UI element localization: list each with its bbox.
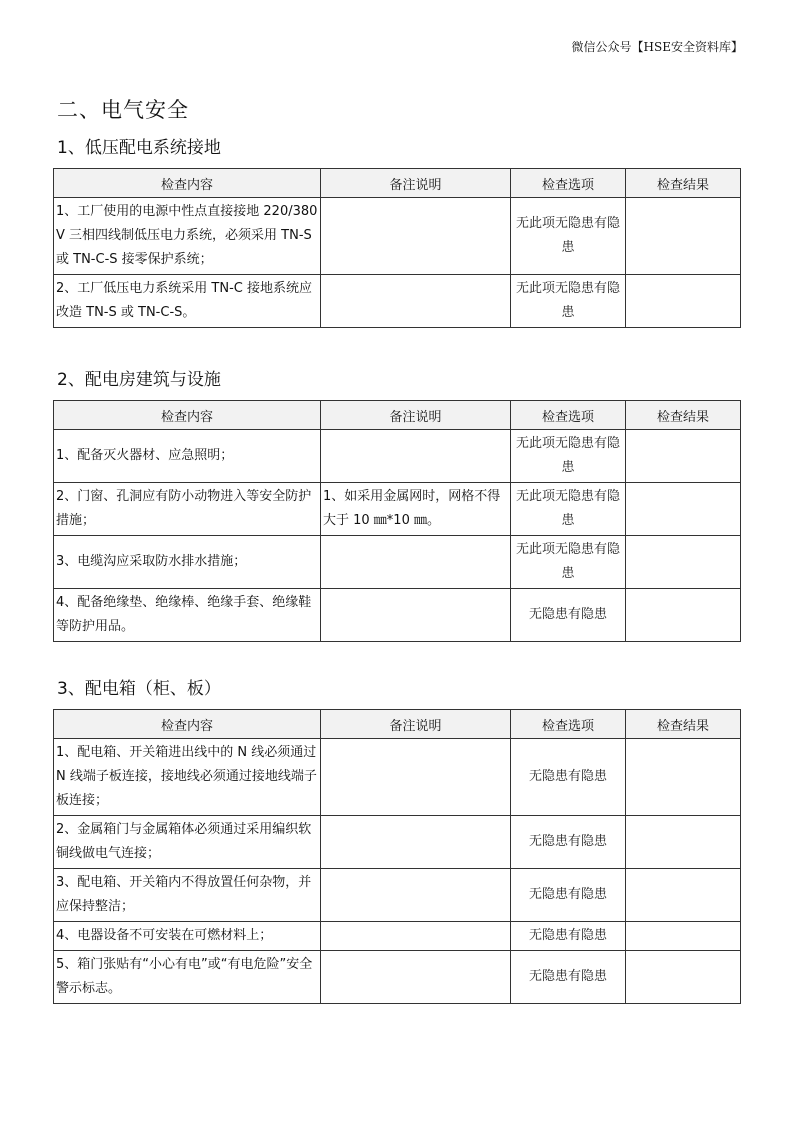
table-row [54,869,741,922]
table-row [54,951,741,1004]
cell-content: 4、电器设备不可安装在可燃材料上； [54,922,321,951]
table-row [54,922,741,951]
cell-option[interactable]: 无隐患有隐患 [511,816,626,869]
cell-content: 4、配备绝缘垫、绝缘棒、绝缘手套、绝缘鞋等防护用品。 [54,589,321,642]
cell-content: 2、门窗、孔洞应有防小动物进入等安全防护措施； [54,483,321,536]
col-header-result: 检查结果 [626,401,741,430]
section-title: 3、配电箱（柜、板） [57,679,221,699]
cell-option[interactable]: 无隐患有隐患 [511,922,626,951]
cell-remark [321,275,511,328]
col-header-remark: 备注说明 [321,710,511,739]
col-header-option: 检查选项 [511,169,626,198]
table-row [54,198,741,275]
cell-content: 2、工厂低压电力系统采用 TN-C 接地系统应改造 TN-S 或 TN-C-S。 [54,275,321,328]
cell-remark [321,536,511,589]
cell-result[interactable] [626,816,741,869]
col-header-remark: 备注说明 [321,401,511,430]
cell-option[interactable]: 无此项无隐患有隐患 [511,198,626,275]
cell-result[interactable] [626,430,741,483]
cell-content: 3、电缆沟应采取防水排水措施； [54,536,321,589]
cell-remark [321,816,511,869]
section-title: 1、低压配电系统接地 [57,138,221,158]
cell-content: 1、工厂使用的电源中性点直接接地 220/380V 三相四线制低压电力系统，必须采用 TN-S 或 TN-C-S 接零保护系统； [54,198,321,275]
cell-option[interactable]: 无此项无隐患有隐患 [511,275,626,328]
table-row [54,483,741,536]
cell-content: 5、箱门张贴有“小心有电”或“有电危险”安全警示标志。 [54,951,321,1004]
cell-result[interactable] [626,951,741,1004]
table-row [54,589,741,642]
col-header-content: 检查内容 [54,710,321,739]
cell-result[interactable] [626,922,741,951]
main-title: 二、电气安全 [57,98,189,122]
col-header-result: 检查结果 [626,710,741,739]
cell-remark: 1、如采用金属网时，网格不得大于 10 ㎜*10 ㎜。 [321,483,511,536]
cell-result[interactable] [626,589,741,642]
table-row [54,739,741,816]
table-header-row [54,710,741,739]
col-header-result: 检查结果 [626,169,741,198]
col-header-option: 检查选项 [511,710,626,739]
table-row [54,430,741,483]
cell-option[interactable]: 无隐患有隐患 [511,589,626,642]
cell-content: 3、配电箱、开关箱内不得放置任何杂物，并应保持整洁； [54,869,321,922]
cell-option[interactable]: 无隐患有隐患 [511,869,626,922]
checklist-table [53,168,741,328]
cell-remark [321,430,511,483]
cell-option[interactable]: 无隐患有隐患 [511,951,626,1004]
checklist-table [53,709,741,1004]
cell-remark [321,589,511,642]
cell-remark [321,739,511,816]
cell-content: 2、金属箱门与金属箱体必须通过采用编织软铜线做电气连接； [54,816,321,869]
table-header-row [54,401,741,430]
cell-result[interactable] [626,198,741,275]
cell-option[interactable]: 无此项无隐患有隐患 [511,430,626,483]
cell-remark [321,198,511,275]
header-note: 微信公众号【HSE安全资料库】 [571,40,743,54]
cell-content: 1、配电箱、开关箱进出线中的 N 线必须通过 N 线端子板连接，接地线必须通过接地线端子板连接； [54,739,321,816]
cell-result[interactable] [626,869,741,922]
table-row [54,536,741,589]
cell-result[interactable] [626,483,741,536]
cell-result[interactable] [626,275,741,328]
table-row [54,816,741,869]
cell-content: 1、配备灭火器材、应急照明； [54,430,321,483]
cell-result[interactable] [626,739,741,816]
cell-remark [321,951,511,1004]
table-header-row [54,169,741,198]
cell-remark [321,869,511,922]
col-header-content: 检查内容 [54,169,321,198]
col-header-remark: 备注说明 [321,169,511,198]
table-row [54,275,741,328]
section-title: 2、配电房建筑与设施 [57,370,221,390]
cell-option[interactable]: 无此项无隐患有隐患 [511,483,626,536]
cell-remark [321,922,511,951]
checklist-table [53,400,741,642]
cell-option[interactable]: 无此项无隐患有隐患 [511,536,626,589]
col-header-option: 检查选项 [511,401,626,430]
col-header-content: 检查内容 [54,401,321,430]
cell-result[interactable] [626,536,741,589]
cell-option[interactable]: 无隐患有隐患 [511,739,626,816]
